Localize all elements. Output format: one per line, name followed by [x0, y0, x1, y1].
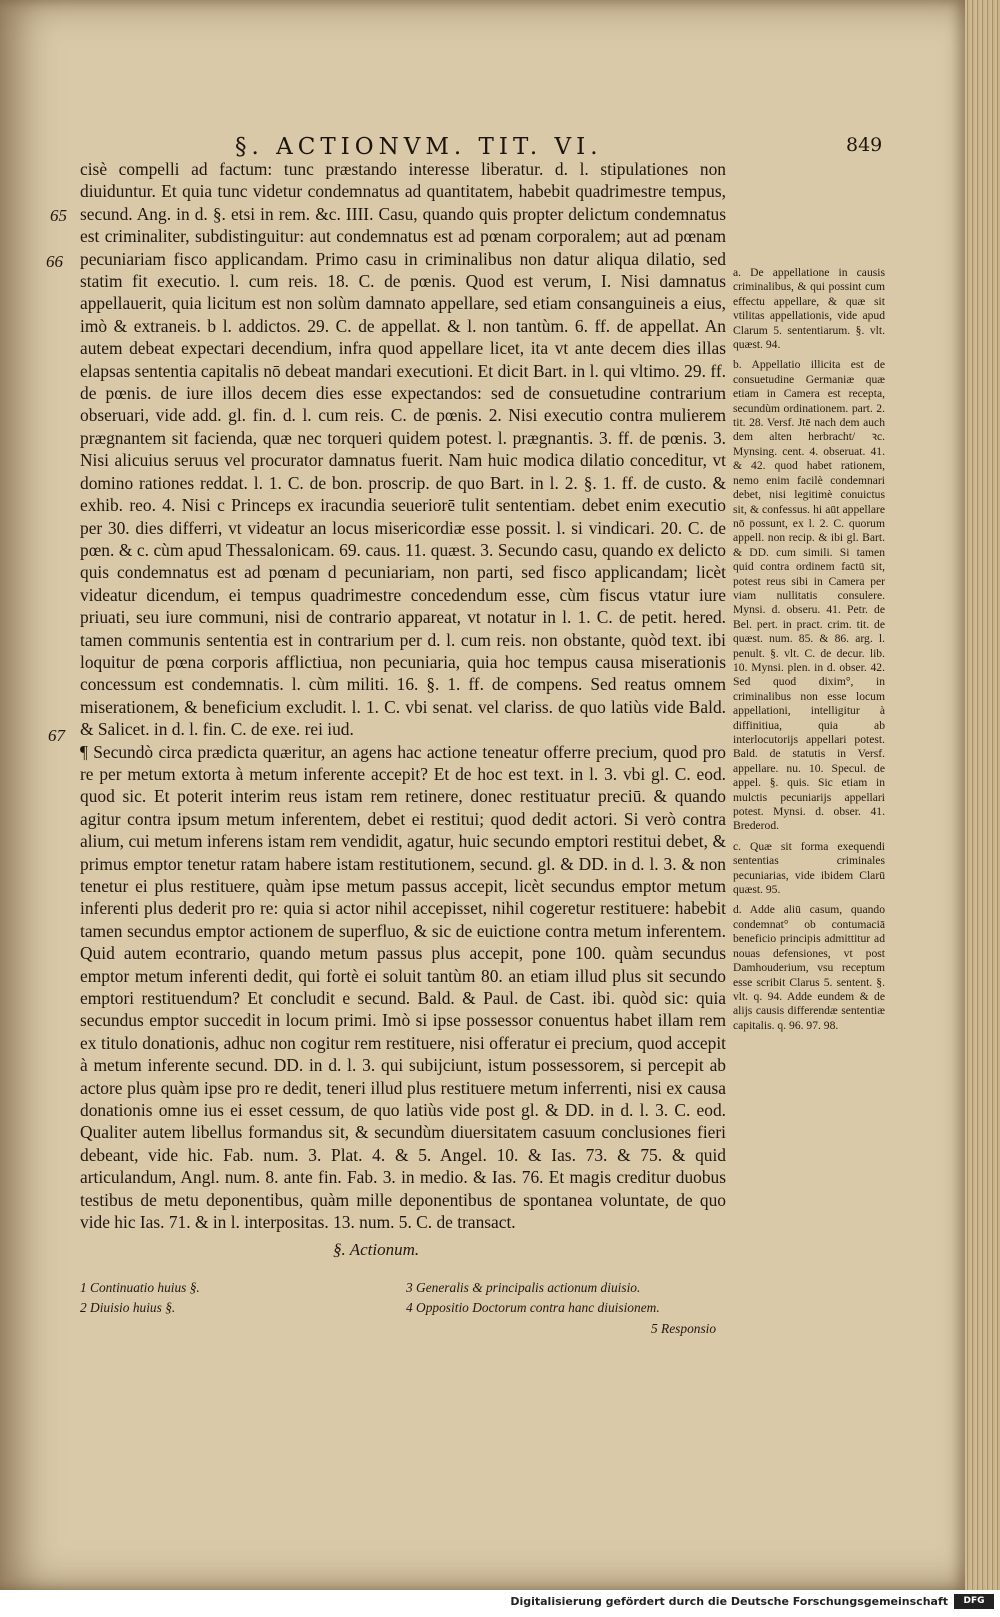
- page-edges: [965, 0, 1000, 1590]
- index-entry: 1 Continuatio huius §.: [80, 1280, 200, 1295]
- index-entry: 3 Generalis & principalis actionum diuisio.: [406, 1280, 641, 1295]
- footer-credit: Digitalisierung gefördert durch die Deutsche Forschungsgemeinschaft: [510, 1595, 948, 1608]
- marginal-notes: [733, 266, 885, 1039]
- sidenote-b: b. Appellatio illicita est de consuetudine Germaniæ quæ etiam in Camera est recepta, secundùm ordinationem. part. 2. tit. 28. Versf. Jtē nach dem auch dem alten herbracht/ ꝛc. Mynsing. cent. 4. obseruat. 41. & 42. quod habet rationem, nemo enim facilè condemnari debet, nisi legitimè conuictus sit, & confessus. hi aūt appellare nō possunt, ex l. 2. C. quorum appell. non recip. & ibi gl. Bart. & DD. cum simili. Si tamen quid contra ordinem factū sit, potest reus sibi in Camera per viam nullitatis consulere. Mynsi. d. obseru. 41. Petr. de Bel. pert. in pract. crim. tit. de quæst. num. 85. & 86. arg. l. penult. §. vlt. C. de decur. lib. 10. Mynsi. plen. in d. obser. 42. Sed quod dixim°, in criminalibus non esse locum appellationi, intelligitur à diffinitiua, quia ab interlocutorijs appellari potest. Bald. de statutis in Versf. appellare. nu. 10. Specul. de appel. §. quis. Sic etiam in mulctis pecuniarijs appellari potest. Mynsi. d. obser. 41. Brederod.: [733, 358, 885, 833]
- footer-bar: [0, 1590, 1000, 1617]
- dfg-logo: DFG: [954, 1594, 994, 1609]
- paragraph: ¶ Secundò circa prædicta quæritur, an agens hac actione teneatur offerre precium, quod pro re per metum extorta à metum inferente accepit? Et de hoc est text. in l. 3. vbi gl. C. eod. quod sic. Et poterit interim reus istam rem retinere, donec restituatur preciū. & quando agitur contra ipsum metum inferentem, debet ei restitui; quod dedit actori. Si verò contra alium, cui metum inferens istam rem vendidit, agatur, huic secundo emptori restitui debet, & primus emptor tenetur ratam habere istam restitutionem, secund. gl. & DD. in d. l. 3. & non tenetur ei plus restituere, quàm ipse metum passus accepit, licèt secundus emptor metum inferenti plus dederit pro re: quia si actor nihil accepisset, nihil cogeretur restituere: habebit tamen secundus emptor actionem de superfluo, & sic de euictione contra metum inferentem. Quid autem econtrario, quando metum passus plus accepit, pone 100. quàm secundus emptor metum inferenti dedit, qui fortè ei soluit tantùm 80. an etiam illud plus sit secundo emptori restituendum? Et concludit e secund. Bald. & Paul. de Cast. ibi. quòd sic: quia secundus emptor succedit in locum primi. Imò si ipse possessor conuentus habet illam rem ex titulo donationis, adhuc non cogitur rem restituere, nisi offeratur ei precium, quod accepit à metum inferente secund. DD. in d. l. 3. qui subijciunt, istum possessorem, si percepit ab actore plus quàm ipse pro re dedit, teneri illud plus restituere metum inferrenti, nisi ex causa donationis omne ius ei esset cessum, de quo latiùs vide post gl. & DD. in d. l. 3. C. eod. Qualiter autem libellus formandus sit, & secundùm diuersitatem casuum conclusiones fieri debeant, vide hic. Fab. num. 3. Plat. 4. & 5. Angel. 10. & Ias. 73. & 75. & quid articulandum, Angl. num. 8. ante fin. Fab. 3. in medio. & Ias. 76. Et magis creditur duobus testibus de metu deponentibus, quàm mille deponentibus de spontanea voluntate, de quo vide hic Ias. 71. & in l. interpositas. 13. num. 5. C. de transact.: [80, 741, 726, 1233]
- sidenote-a: a. De appellatione in causis criminalibus, & qui possint cum effectu appellare, & quæ sit vtilitas appellationis, vide apud Clarum 5. sententiarum. §. vlt. quæst. 94.: [733, 266, 885, 352]
- running-header: §. ACTIONVM. TIT. VI.: [235, 134, 603, 160]
- margin-number: 66: [46, 252, 63, 271]
- page-number: 849: [846, 134, 883, 156]
- sidenote-d: d. Adde aliū casum, quando condemnat° ob contumaciā beneficio principis admittitur ad nouas defensiones, vt post Damhouderium, vsu receptum esse scribit Clarus 5. sentent. §. vlt. q. 94. Adde eundem & de alijs causis differendæ sententiæ capitalis. q. 96. 97. 98.: [733, 903, 885, 1032]
- index-entry: 2 Diuisio huius §.: [80, 1300, 176, 1315]
- index-entry: 4 Oppositio Doctorum contra hanc diuisionem.: [406, 1300, 660, 1315]
- paragraph: cisè compelli ad factum: tunc præstando interesse liberatur. d. l. stipulationes non diuiduntur. Et quia tunc videtur condemnatus ad quantitatem, habebit quadrimestre tempus, secund. Ang. in d. §. etsi in rem. &c. IIII. Casu, quando quis propter delictum condemnatus est criminaliter, subdistinguitur: aut condemnatus est ad pœnam corporalem; aut ad pœnam pecuniariam fisco applicandam. Primo casu in criminalibus non datur aliqua dilatio, sed statim fit executio. l. cum reis. 18. C. de pœnis. Quod est verum, I. Nisi damnatus appellauerit, quia licitum est non solùm damnato appellare, sed etiam consanguineis a eius, imò & extraneis. b l. addictos. 29. C. de appellat. & l. non tantùm. 6. ff. de appellat. An autem debeat expectari decendium, infra quod appellare licet, ita vt ante decem dies illas elapsas sententia capitalis nō debeat mandari executioni. Et dicit Bart. in l. qui vltimo. 29. ff. de pœnis. de iure illos decem dies esse expectandos: sed de consuetudine contrarium obseruari, vide add. gl. fin. d. l. cum reis. C. de pœnis. 2. Nisi executio contra mulierem prægnantem sit facienda, quæ nec torqueri quidem potest. l. prægnantis. 3. ff. de pœnis. 3. Nisi alicuius seruus vel procurator damnatus fuerit. Nam huic modica dilatio conceditur, vt domino rationes reddat. l. 1. C. de bon. proscrip. de quo Bart. in l. 2. §. 1. ff. de custo. & exhib. reo. 4. Nisi c Princeps ex iracundia seueriorē tulit sententiam. debet enim executio per 30. dies differri, vt videatur an locus misericordiæ esse possit. l. si vindicari. 20. C. de pœn. & c. cùm apud Thessalonicam. 69. caus. 11. quæst. 3. Secundo casu, quando ex delicto quis condemnatus est ad pœnam d pecuniariam, non parti, sed fisco applicandam; licèt videatur dicendum, ei tempus quadrimestre concedendum esse, cùm fiscus vtatur iure priuati, seu iure communi, nisi de contrario appareat, vt notatur in l. 1. C. de petit. hered. tamen communis sententia est in contrarium per d. l. cum reis. non obstante, quòd text. ibi loquitur de pœna corporis afflictiua, non pecuniaria, quia hoc tempus causa miserationis concessum est condemnatis. l. cùm militi. 16. §. 1. ff. de compens. Sed reatus omnem miserationem, & beneficium excludit. l. 1. C. vbi senat. vel clariss. de quo latiùs vide Bald. & Salicet. in d. l. fin. C. de exe. rei iud.: [80, 159, 726, 740]
- margin-number: 67: [48, 726, 65, 745]
- sidenote-c: c. Quæ sit forma exequendi sententias criminales pecuniarias, vide ibidem Clarū quæst. 95.: [733, 839, 885, 897]
- section-title: §. Actionum.: [333, 1240, 420, 1259]
- margin-number: 65: [50, 206, 67, 225]
- index-entry: 5 Responsio: [651, 1321, 717, 1336]
- main-text: [80, 158, 726, 1234]
